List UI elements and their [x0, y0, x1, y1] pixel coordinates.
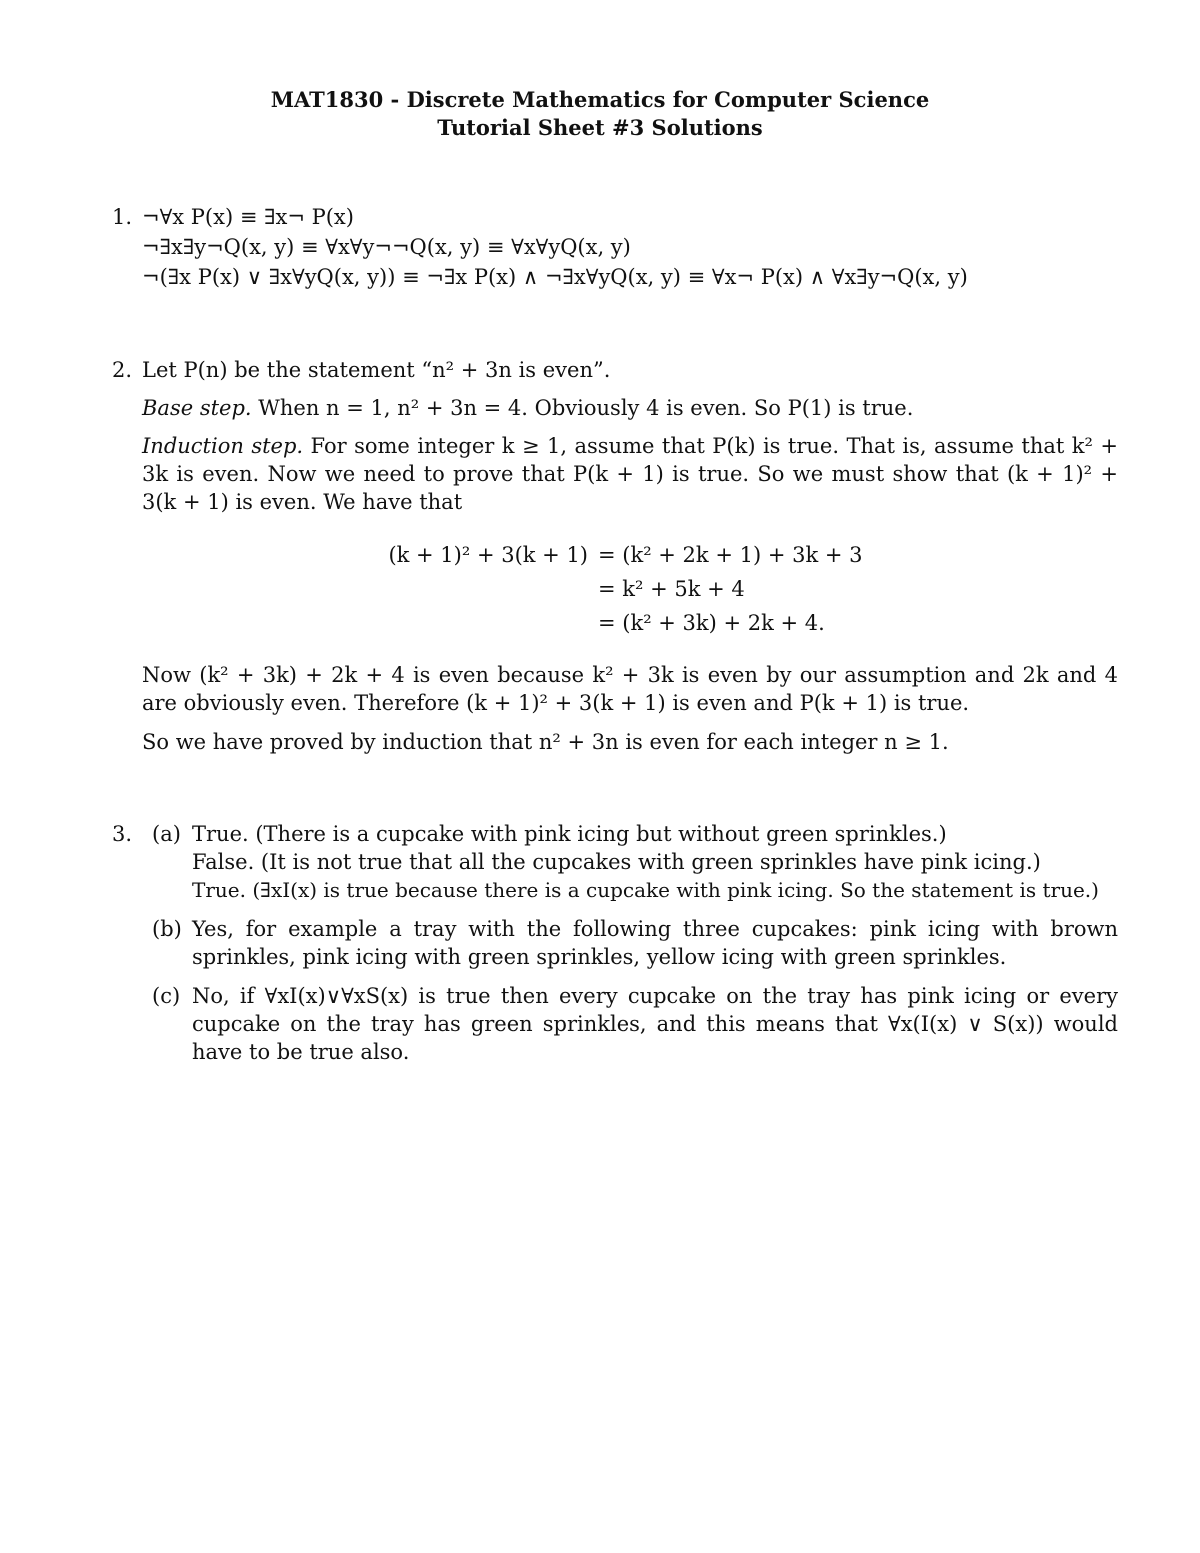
equation-rhs-3: = (k² + 3k) + 2k + 4.: [598, 611, 825, 635]
induction-step-label: Induction step.: [142, 434, 304, 458]
q1-line-1: ¬∀x P(x) ≡ ∃x¬ P(x): [142, 205, 354, 229]
equation-rhs-2: = k² + 5k + 4: [598, 577, 745, 601]
q3-part-a-line-1: True. (There is a cupcake with pink icing but without green sprinkles.): [192, 822, 947, 846]
q1-line-3: ¬(∃x P(x) ∨ ∃x∀yQ(x, y)) ≡ ¬∃x P(x) ∧ ¬∃x∀yQ(x, y) ≡ ∀x¬ P(x) ∧ ∀x∃y¬Q(x, y): [142, 265, 968, 289]
q2-final: So we have proved by induction that n² + 3n is even for each integer n ≥ 1.: [142, 730, 949, 754]
q3-part-a-line-3: True. (∃xI(x) is true because there is a cupcake with pink icing. So the statement is true.): [192, 878, 1099, 902]
question-2-number: 2.: [112, 358, 133, 382]
course-title: MAT1830 - Discrete Mathematics for Computer Science: [270, 87, 930, 112]
q3-part-a-line-2: False. (It is not true that all the cupcakes with green sprinkles have pink icing.): [192, 850, 1041, 874]
q3-part-b-text: Yes, for example a tray with the following three cupcakes: pink icing with brown sprinkles, pink icing with green sprinkles, yellow icing with green sprinkles.: [192, 917, 1118, 969]
question-1-number: 1.: [112, 205, 133, 229]
q2-intro: Let P(n) be the statement “n² + 3n is even”.: [142, 358, 611, 382]
q3-part-c-text: No, if ∀xI(x)∨∀xS(x) is true then every cupcake on the tray has pink icing or every cupcake on the tray has green sprinkles, and this means that ∀x(I(x) ∨ S(x)) would have to be true also.: [192, 984, 1118, 1064]
base-step-text: When n = 1, n² + 3n = 4. Obviously 4 is even. So P(1) is true.: [258, 396, 914, 420]
base-step-label: Base step.: [142, 396, 252, 420]
q2-base-step: [142, 394, 913, 422]
q2-conclusion: Now (k² + 3k) + 2k + 4 is even because k² + 3k is even by our assumption and 2k and 4 are obviously even. Therefore (k + 1)² + 3(k + 1) is even and P(k + 1) is true.: [142, 663, 1118, 715]
equation-rhs-1: = (k² + 2k + 1) + 3k + 3: [598, 543, 863, 567]
sheet-title: Tutorial Sheet #3 Solutions: [437, 115, 763, 140]
induction-step-text: For some integer k ≥ 1, assume that P(k) is true. That is, assume that k² + 3k is even. Now we need to prove that P(k + 1) is true. So we must show that (k + 1)² + 3(k + 1) is even. We have that: [142, 434, 1118, 514]
q3-part-b-label: (b): [152, 917, 182, 941]
q3-part-a-label: (a): [152, 822, 181, 846]
question-3-number: 3.: [112, 822, 133, 846]
q3-part-c-label: (c): [152, 984, 181, 1008]
q1-line-2: ¬∃x∃y¬Q(x, y) ≡ ∀x∀y¬¬Q(x, y) ≡ ∀x∀yQ(x, y): [142, 235, 631, 259]
equation-lhs: (k + 1)² + 3(k + 1): [388, 543, 588, 567]
q2-induction-step: [142, 432, 1118, 516]
